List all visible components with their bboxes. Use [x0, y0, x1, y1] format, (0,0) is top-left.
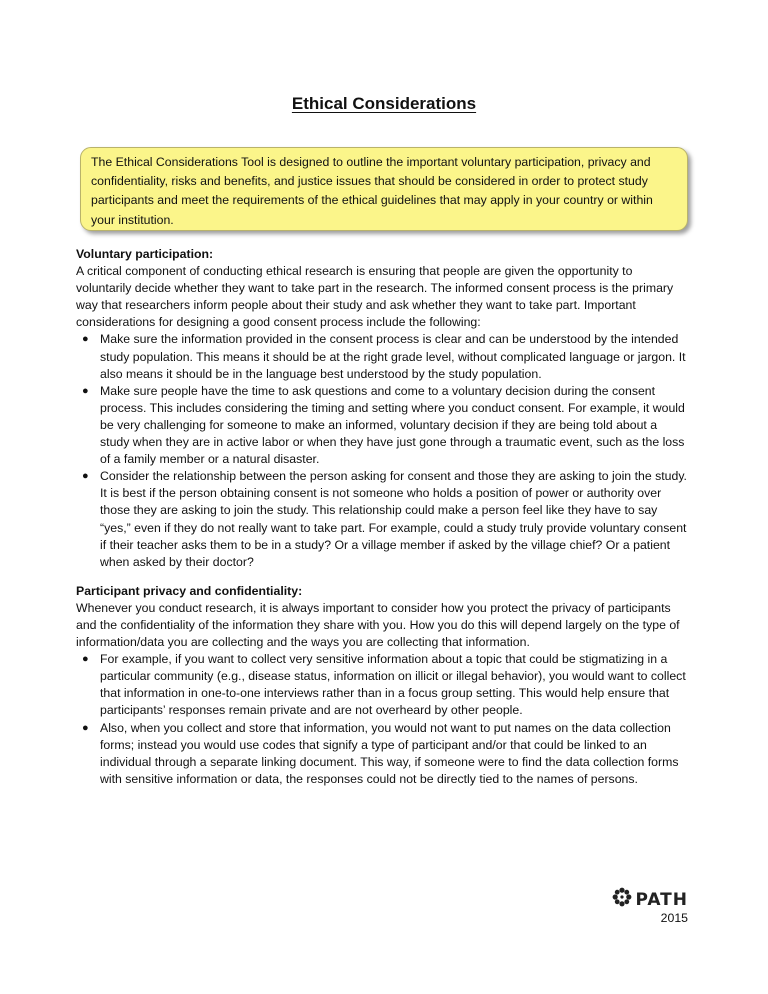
bullet-icon: ● [82, 721, 89, 734]
list-item-text: Make sure the information provided in the consent process is clear and can be understood by the intended study population. This means it should be at the right grade level, without complicated language or jargon. It also means it should be in the language best understood by the study population. [100, 332, 686, 381]
list-item-text: Consider the relationship between the person asking for consent and those they are asking to join the study. It is best if the person obtaining consent is not someone who holds a position of power or authority over those they are asking to join the study. This relationship could make a person feel like they have to say “yes,” even if they do not really want to take part. For example, could a study truly provide voluntary consent if their teacher asks them to be in a study? Or a village member if asked by the village chief? Or a patient when asked by their doctor? [100, 469, 687, 569]
list-item [76, 331, 688, 382]
list-item [76, 468, 688, 571]
section-paragraph: A critical component of conducting ethical research is ensuring that people are given the opportunity to voluntarily decide whether they want to take part in the research. The informed consent process is the primary way that researchers inform people about their study and ask whether they want to take part. Important considerations for designing a good consent process include the following: [76, 264, 674, 330]
path-logo-text: PATH [635, 889, 688, 910]
intro-text: The Ethical Considerations Tool is designed to outline the important voluntary participation, privacy and confidentiality, risks and benefits, and justice issues that should be considered in order to protect study participants and meet the requirements of the ethical guidelines that may apply in your country or within your institution. [91, 155, 653, 227]
bullet-icon: ● [82, 653, 89, 666]
section-heading: Voluntary participation: [76, 247, 214, 261]
page-title: Ethical Considerations [291, 94, 477, 113]
path-logo-icon [612, 887, 632, 912]
list-item-text: Make sure people have the time to ask questions and come to a voluntary decision during the consent process. This includes considering the timing and setting where you conduct consent. For example, it would be very challenging for someone to make an informed, voluntary decision if they are being told about a study when they are in active labor or when they have just gone through a traumatic event, such as the loss of a family member or a natural disaster. [100, 383, 685, 467]
bullet-icon: ● [82, 384, 89, 397]
footer-year: 2015 [660, 911, 688, 925]
section-divider [76, 571, 688, 583]
list-item-text: Also, when you collect and store that information, you would not want to put names on the data collection forms; instead you would use codes that signify a type of participant and/or that could be linked to an individual through a separate linking document. This way, if someone were to find the data collection forms with sensitive information or data, the responses could not be directly tied to the names of persons. [100, 720, 679, 786]
section-privacy-confidentiality [76, 583, 688, 788]
section-paragraph: Whenever you conduct research, it is always important to consider how you protect the privacy of participants and the confidentiality of the information they share with you. How you do this will depend largely on the type of information/data you are collecting and the ways you are collecting that information. [76, 600, 680, 650]
list-item [76, 651, 688, 719]
bullet-icon: ● [82, 333, 89, 346]
path-logo [612, 887, 688, 912]
list-item-text: For example, if you want to collect very sensitive information about a topic that could be stigmatizing in a particular community (e.g., disease status, information on illicit or illegal behavior), you would want to collect that information in one-to-one interviews rather than in a focus group setting. This would help ensure that participants’ responses remain private and are not overheard by other people. [100, 652, 686, 718]
bullet-list [76, 331, 688, 570]
document-body [76, 246, 688, 788]
bullet-list [76, 651, 688, 788]
section-heading: Participant privacy and confidentiality: [76, 583, 303, 598]
list-item [76, 383, 688, 468]
intro-callout [80, 147, 688, 231]
bullet-icon: ● [82, 470, 89, 483]
section-voluntary-participation [76, 246, 688, 571]
list-item [76, 720, 688, 788]
